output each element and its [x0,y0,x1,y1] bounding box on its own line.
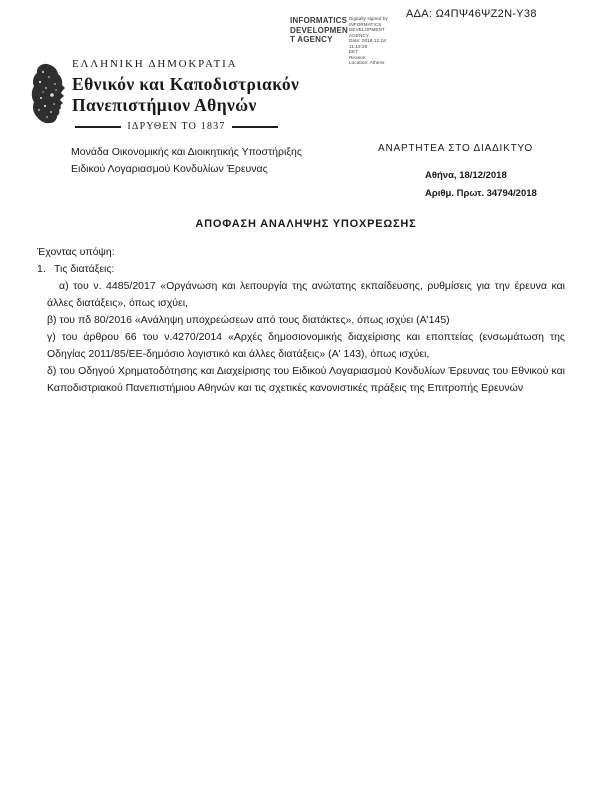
provision-item-c: γ) του άρθρου 66 του ν.4270/2014 «Αρχές δημοσιονομικής διαχείρισης και εποπτείας (ενσωμάτωση της Οδηγίας 2011/85/ΕΕ-δημόσιο λογιστικό και άλλες διατάξεις» (Α' 143), όπως ισχύει, [47,331,565,360]
provision-item-b: β) του πδ 80/2016 «Ανάληψη υποχρεώσεων από τους διατάκτες», όπως ισχύει (Α'145) [47,314,450,326]
issuing-unit-line2: Ειδικού Λογαριασμού Κονδυλίων Έρευνας [71,163,268,175]
list-item-number: 1. [37,263,46,275]
founded-label: ΙΔΡΥΘΕΝ ΤΟ 1837 [127,121,226,132]
athena-emblem-icon [31,62,69,124]
signature-detail-line: Digitally signed by [349,16,388,21]
list-item-label: Τις διατάξεις: [54,263,115,275]
document-body [37,244,565,397]
signature-detail-line: EET [349,49,359,54]
signature-detail-line: INFORMATICS [349,21,382,27]
founded-row [75,121,278,132]
digital-signature-stamp [290,16,401,66]
protocol-number: Αριθμ. Πρωτ. 34794/2018 [425,188,537,199]
provisions-list [47,278,565,397]
place-date: Αθήνα, 18/12/2018 [425,170,507,181]
hellenic-republic-label: ΕΛΛΗΝΙΚΗ ΔΗΜΟΚΡΑΤΙΑ [72,58,238,70]
list-item-1 [37,261,565,278]
issuing-unit [71,144,302,178]
ada-code: ΑΔΑ: Ω4ΠΨ46ΨΖ2Ν-Υ38 [406,8,537,20]
university-name-line1: Εθνικόν και Καποδιστριακόν [72,74,300,94]
issuing-unit-line1: Μονάδα Οικονομικής και Διοικητικής Υποστήριξης [71,146,302,158]
provision-item-d: δ) του Οδηγού Χρηματοδότησης και Διαχείρισης του Ειδικού Λογαριασμού Κονδυλίων Έρευνας του Εθνικού και Καποδιστριακού Πανεπιστήμιου Αθηνών και τις σχετικές κανονιστικές πράξεις της Επιτροπής Ερευνών [47,365,565,394]
founded-rule-left [75,126,121,128]
signature-agency-line: DEVELOPMEN [290,25,349,35]
signature-detail-line: Reason: [349,54,367,60]
founded-rule-right [232,126,278,128]
university-name-line2: Πανεπιστήμιον Αθηνών [72,95,257,115]
provision-item-a: α) του ν. 4485/2017 «Οργάνωση και λειτουργία της ανώτατης εκπαίδευσης, ρυθμίσεις για την έρευνα και άλλες διατάξεις», όπως ισχύει, [47,280,565,309]
signature-agency-line: INFORMATICS [290,16,348,25]
document-title: ΑΠΟΦΑΣΗ ΑΝΑΛΗΨΗΣ ΥΠΟΧΡΕΩΣΗΣ [195,218,417,230]
letterhead [72,58,299,132]
signature-detail-line: Date: 2018.12.18 11:19:26 [349,38,386,49]
internet-posting-label: ΑΝΑΡΤΗΤΕΑ ΣΤΟ ΔΙΑΔΙΚΤΥΟ [378,143,534,154]
having-regard-intro: Έχοντας υπόψη: [37,246,115,258]
signature-detail-line: Location: Athens [349,60,385,65]
signature-detail-line: DEVELOPMENT AGENCY [349,27,385,38]
signature-details [349,16,401,66]
signature-agency-line: T AGENCY [290,35,333,44]
